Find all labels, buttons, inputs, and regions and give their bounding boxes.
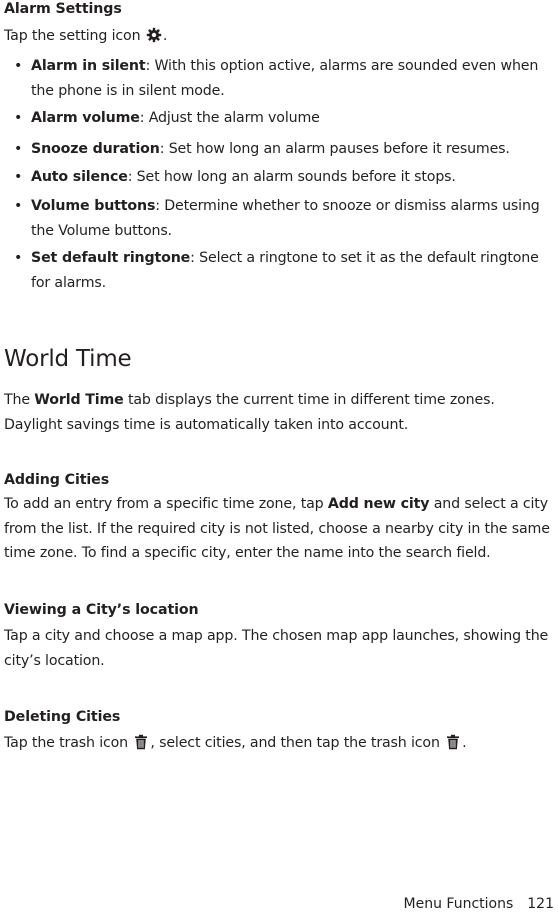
world-time-paragraph <box>4 388 552 437</box>
paragraph-text: tab displays the current time in different time zones. Daylight savings time is automatically taken into account. <box>4 392 495 433</box>
bullet-dot: • <box>14 110 23 126</box>
paragraph-bold: World Time <box>34 392 124 408</box>
trash-icon <box>133 734 149 750</box>
adding-cities-heading: Adding Cities <box>4 472 110 488</box>
page-footer <box>404 895 554 913</box>
bullet-desc: : Set how long an alarm pauses before it resumes. <box>159 141 510 157</box>
bullet-term: Set default ringtone <box>31 250 191 266</box>
bullet-desc: : Select a ringtone to set it as the default ringtone for alarms. <box>31 250 539 291</box>
bullet-term: Snooze duration <box>31 141 160 157</box>
bullet-term: Volume buttons <box>31 198 156 214</box>
bullet-term: Auto silence <box>31 169 128 185</box>
bullet-desc: : With this option active, alarms are sounded even when the phone is in silent mode. <box>31 58 539 99</box>
viewing-location-paragraph: Tap a city and choose a map app. The chosen map app launches, showing the city’s location. <box>4 628 549 669</box>
deleting-cities-paragraph <box>4 731 552 756</box>
page-number: 121 <box>527 896 554 912</box>
bullet-term: Alarm volume <box>31 110 140 126</box>
paragraph-period: . <box>462 735 467 751</box>
intro-period: . <box>162 28 168 44</box>
bullet-dot: • <box>14 141 23 157</box>
bullet-term: Alarm in silent <box>31 58 146 74</box>
paragraph-text: Tap the trash icon <box>4 735 133 751</box>
bullet-desc: : Adjust the alarm volume <box>139 110 320 126</box>
bullet-dot: • <box>14 169 23 185</box>
paragraph-text: , select cities, and then tap the trash icon <box>150 735 445 751</box>
viewing-location-heading: Viewing a City’s location <box>4 602 199 618</box>
bullet-desc: : Set how long an alarm sounds before it stops. <box>127 169 456 185</box>
paragraph-text: and select a city from the list. If the required city is not listed, choose a nearby city in the same time zone. To find a specific city, enter the name into the search field. <box>4 496 550 561</box>
bullet-dot: • <box>14 198 23 214</box>
deleting-cities-heading: Deleting Cities <box>4 709 121 725</box>
paragraph-text: The <box>4 392 35 408</box>
adding-cities-paragraph <box>4 492 552 566</box>
paragraph-bold: Add new city <box>327 496 430 512</box>
bullet-dot: • <box>14 58 23 74</box>
alarm-settings-heading: Alarm Settings <box>4 1 122 17</box>
bullet-dot: • <box>14 250 23 266</box>
paragraph-text: To add an entry from a specific time zone, tap <box>4 496 328 512</box>
footer-section: Menu Functions <box>403 896 514 912</box>
alarm-settings-intro <box>4 24 552 49</box>
trash-icon <box>445 734 461 750</box>
bullet-desc: : Determine whether to snooze or dismiss alarms using the Volume buttons. <box>31 198 540 239</box>
intro-text: Tap the setting icon <box>4 28 141 44</box>
gear-icon <box>146 27 162 43</box>
world-time-title: World Time <box>4 346 132 372</box>
